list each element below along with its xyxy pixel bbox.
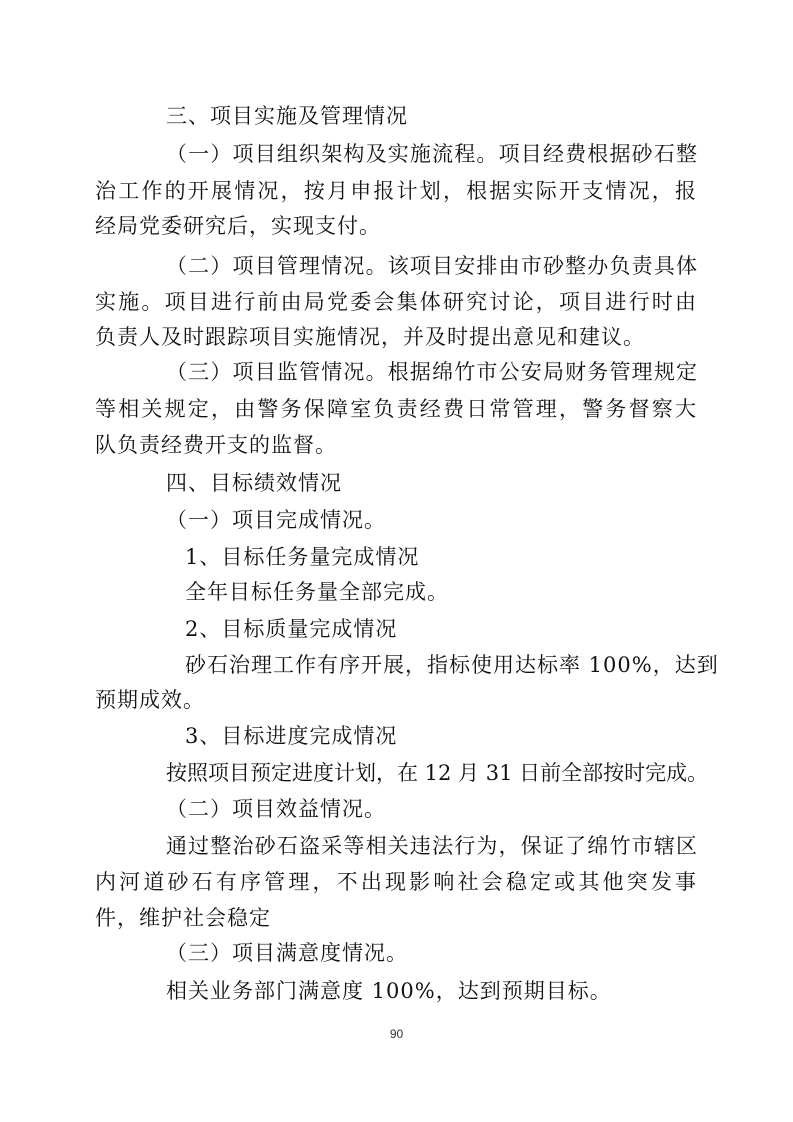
section-heading-implementation: 三、项目实施及管理情况 [166,104,408,128]
paragraph-line: 件，维护社会稳定 [95,906,271,930]
paragraph-line: 治工作的开展情况，按月申报计划，根据实际开支情况，报 [95,179,697,203]
subheading-completion: （一）项目完成情况。 [166,508,386,532]
page-number: 90 [389,1027,404,1041]
paragraph-line: 全年目标任务量全部完成。 [185,580,449,604]
paragraph-line: 实施。项目进行前由局党委会集体研究讨论，项目进行时由 [95,290,697,314]
paragraph-line: （三）项目监管情况。根据绵竹市公安局财务管理规定 [166,360,698,384]
item-heading-task-volume: 1、目标任务量完成情况 [185,545,420,569]
item-heading-quality: 2、目标质量完成情况 [185,617,398,641]
paragraph-line: 内河道砂石有序管理，不出现影响社会稳定或其他突发事 [95,870,697,894]
paragraph-line: 队负责经费开支的监督。 [95,433,337,457]
paragraph-line: 等相关规定，由警务保障室负责经费日常管理，警务督察大 [95,397,697,421]
paragraph-line: 预期成效。 [95,688,205,712]
paragraph-line: 通过整治砂石盗采等相关违法行为，保证了绵竹市辖区 [166,834,698,858]
paragraph-line: 相关业务部门满意度 100%，达到预期目标。 [166,979,612,1003]
subheading-benefit: （二）项目效益情况。 [166,797,386,821]
paragraph-line: 经局党委研究后，实现支付。 [95,214,381,238]
paragraph-line: 按照项目预定进度计划，在 12 月 31 日前全部按时完成。 [166,761,709,785]
paragraph-line: （二）项目管理情况。该项目安排由市砂整办负责具体 [166,254,698,278]
paragraph-line: 负责人及时跟踪项目实施情况，并及时提出意见和建议。 [95,325,645,349]
item-heading-schedule: 3、目标进度完成情况 [185,724,398,748]
paragraph-line: 砂石治理工作有序开展，指标使用达标率 100%，达到 [185,653,719,677]
paragraph-line: （一）项目组织架构及实施流程。项目经费根据砂石整 [166,142,698,166]
section-heading-performance: 四、目标绩效情况 [166,471,342,495]
subheading-satisfaction: （三）项目满意度情况。 [166,941,408,965]
